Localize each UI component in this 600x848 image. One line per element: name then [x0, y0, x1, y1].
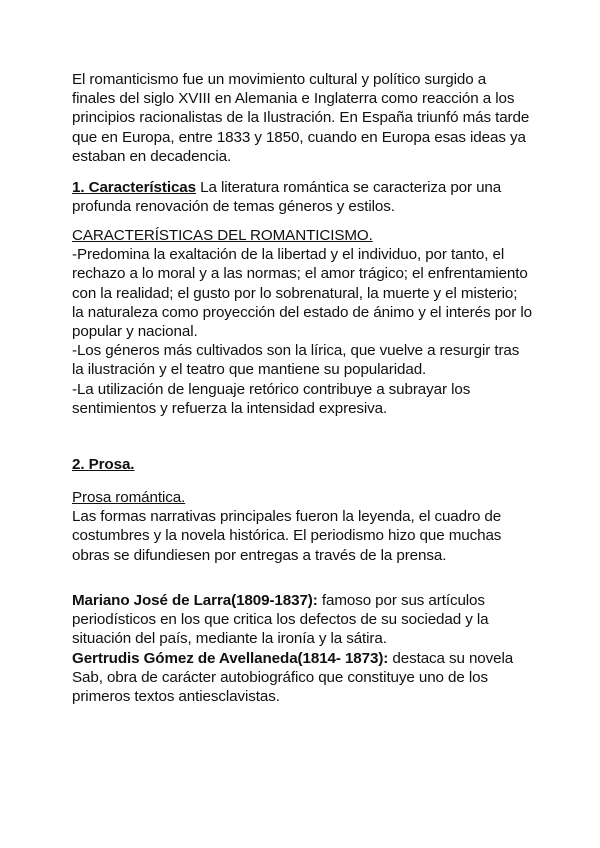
characteristics-block [72, 226, 532, 418]
prose-text: Las formas narrativas principales fueron la leyenda, el cuadro de costumbres y la novela histórica. El periodismo hizo que muchas obras se difundiesen por entregas a través de la prensa. [72, 508, 502, 564]
characteristics-item: -Los géneros más cultivados son la lírica, que vuelve a resurgir tras la ilustración y el teatro que mantiene su popularidad. [72, 342, 520, 379]
characteristics-item: -La utilización de lenguaje retórico contribuye a subrayar los sentimientos y refuerza la intensidad expresiva. [72, 380, 471, 417]
author-name: Gertrudis Gómez de Avellaneda(1814- 1873): [72, 649, 389, 667]
characteristics-item: -Predomina la exaltación de la libertad y el individuo, por tanto, el rechazo a lo moral y a las normas; el amor trágico; el enfrentamiento con la realidad; el gusto por lo sobrenatural, la muerte y el misterio; la naturaleza como proyección del estado de ánimo y el interés por lo popular y nacional. [72, 246, 532, 341]
characteristics-title: CARACTERÍSTICAS DEL ROMANTICISMO. [72, 227, 373, 244]
section-1-paragraph [72, 178, 532, 216]
section-2 [72, 455, 532, 474]
author-entry [72, 591, 532, 649]
intro-text: El romanticismo fue un movimiento cultural y político surgido a finales del siglo XVIII en Alemania e Inglaterra como reacción a los principios racionalistas de la Ilustración. En España triunfó más tarde que en Europa, entre 1833 y 1850, cuando en Europa esas ideas ya estaban en decadencia. [72, 71, 530, 165]
section-2-heading: 2. Prosa. [72, 456, 135, 473]
intro-paragraph [72, 70, 532, 166]
section-1-text: La literatura romántica se caracteriza por una profunda renovación de temas géneros y estilos. [72, 179, 502, 216]
author-name: Mariano José de Larra(1809-1837): [72, 592, 318, 609]
section-1 [72, 178, 532, 216]
prose-subtitle: Prosa romántica. [72, 489, 186, 506]
authors-block [72, 591, 532, 706]
prose-block [72, 488, 532, 565]
author-text: famoso por sus artículos periodísticos en los que critica los defectos de su sociedad y la situación del país, mediante la ironía y la sátira. [72, 592, 489, 648]
section-1-heading: 1. Características [72, 179, 197, 196]
author-entry [72, 649, 532, 707]
author-text: destaca su novela Sab, obra de carácter autobiográfico que constituye uno de los primeros textos antiesclavistas. [72, 649, 514, 706]
